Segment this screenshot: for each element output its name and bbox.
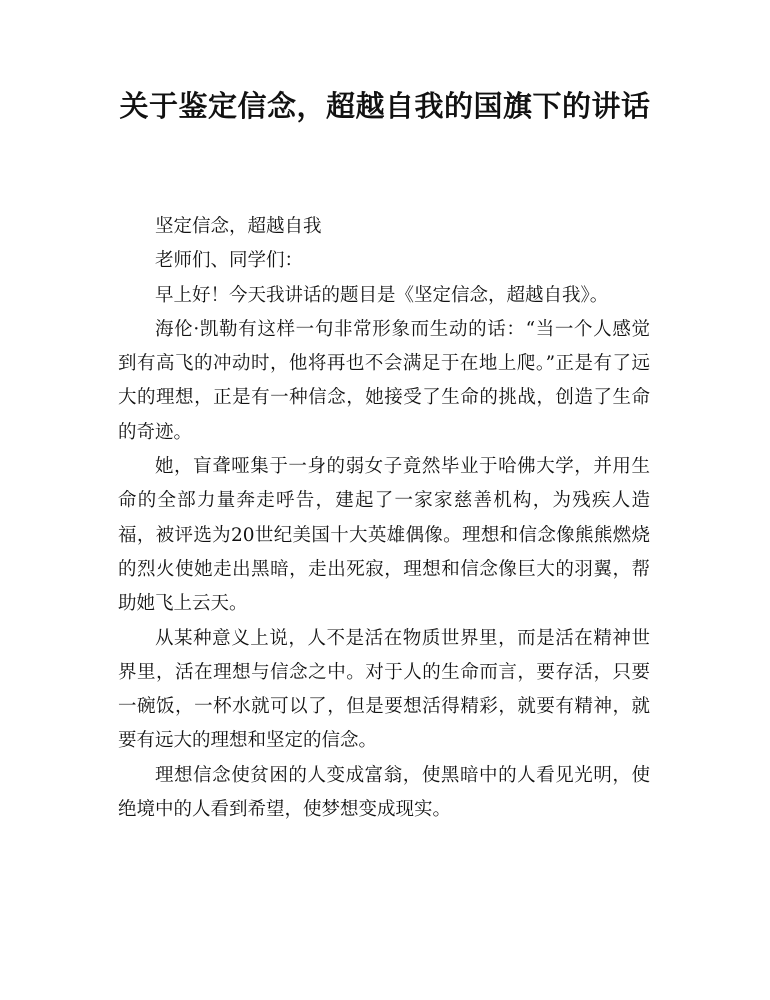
salutation-paragraph: 老师们、同学们： bbox=[155, 250, 304, 272]
subtitle-paragraph: 坚定信念，超越自我 bbox=[155, 216, 322, 237]
body-paragraph: 早上好！今天我讲话的题目是《坚定信念，超越自我》。 bbox=[155, 284, 609, 306]
body-paragraph: 海伦·凯勒有这样一句非常形象而生动的话：“当一个人感觉到有高飞的冲动时，他将再也不会满足于在地上爬。”正是有了远大的理想，正是有一种信念，她接受了生命的挑战，创造了生命的奇迹。 bbox=[118, 318, 650, 443]
document-body bbox=[118, 210, 650, 827]
document-title: 关于鉴定信念，超越自我的国旗下的讲话 bbox=[119, 89, 651, 123]
body-paragraph: 她，盲聋哑集于一身的弱女子竟然毕业于哈佛大学，并用生命的全部力量奔走呼告，建起了一家家慈善机构，为残疾人造福，被评选为20世纪美国十大英雄偶像。理想和信念像熊熊燃烧的烈火使她走出黑暗，走出死寂，理想和信念像巨大的羽翼，帮助她飞上云天。 bbox=[118, 456, 650, 615]
body-paragraph: 理想信念使贫困的人变成富翁，使黑暗中的人看见光明，使绝境中的人看到希望，使梦想变成现实。 bbox=[118, 764, 650, 821]
body-paragraph: 从某种意义上说，人不是活在物质世界里，而是活在精神世界里，活在理想与信念之中。对于人的生命而言，要存活，只要一碗饭，一杯水就可以了，但是要想活得精彩，就要有精神，就要有远大的理想和坚定的信念。 bbox=[118, 627, 650, 752]
